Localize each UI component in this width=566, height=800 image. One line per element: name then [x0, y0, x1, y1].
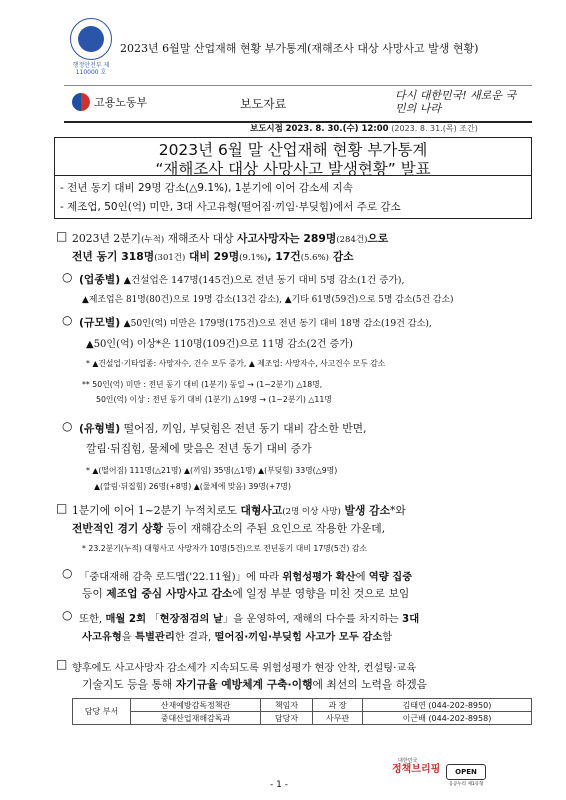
table-row — [73, 699, 532, 712]
bullet-circle: ○ — [62, 419, 73, 433]
bullet-circle: ○ — [62, 566, 73, 580]
p4-line2: 사고유형을 특별관리한 결과, 떨어짐·끼임·부딪힘 사고가 모두 감소함 — [82, 631, 393, 643]
title-cell: 과 장 — [313, 699, 363, 712]
p5-line1: 향후에도 사고사망자 감소세가 지속되도록 위험성평가 현장 안착, 컨설팅·교육 — [72, 663, 417, 674]
p2-line2: 전반적인 경기 상황 등이 재해감소의 주된 요인으로 작용한 가운데, — [72, 522, 386, 535]
note-industry: * ▲건설업·기타업종: 사망자수, 건수 모두 증가, ▲ 제조업: 사망자수, 사고건수 모두 감소 — [86, 359, 386, 368]
bullet-circle: ○ — [62, 313, 73, 327]
open-license-sub: 공공누리 제1유형 — [448, 782, 484, 787]
p5-line2: 기술지도 등을 통해 자기규율 예방체계 구축·이행에 최선의 노력을 하겠음 — [82, 678, 428, 691]
p3-line1: 「중대재해 감축 로드맵('22.11월)」에 따라 위험성평가 확산에 역량 집중 — [79, 571, 413, 583]
bullet-circle: ○ — [62, 608, 73, 622]
contact-table — [72, 698, 532, 725]
dept-cell: 산재예방감독정책관 — [131, 699, 261, 712]
bullet-square: □ — [56, 657, 68, 671]
page-number: - 1 - — [270, 780, 288, 790]
policy-briefing-logo: 정책브리핑 — [392, 764, 441, 775]
type-line2: 깔림·뒤집힘, 물체에 맞음은 전년 동기 대비 증가 — [86, 442, 312, 455]
bullet-square: □ — [56, 501, 68, 515]
person-cell: 김태연 (044-202-8950) — [363, 699, 532, 712]
title-cell: 사무관 — [313, 712, 363, 725]
role-cell: 담당자 — [261, 712, 313, 725]
industry-line2: ▲제조업은 81명(80건)으로 19명 감소(13건 감소), ▲기타 61명(59건)으로 5명 감소(5건 감소) — [82, 295, 454, 305]
note-type-1: * ▲(떨어짐) 111명(△21명) ▲(끼임) 35명(△1명) ▲(부딪힘) 33명(△9명) — [86, 466, 338, 475]
size-line2: ▲50인(억) 이상*은 110명(109건)으로 11명 감소(2건 증가) — [86, 339, 353, 350]
summary-line1: - 전년 동기 대비 29명 감소(△9.1%), 1분기에 이어 감소세 지속 — [60, 182, 353, 194]
seal-text: 행정안전부 제 110000 호 — [72, 62, 110, 76]
ministry-logo-icon — [72, 93, 90, 111]
p1-line1: 2023년 2분기(누적) 재해조사 대상 사고사망자는 289명(284건)으로 — [72, 232, 389, 245]
p3-line2: 등이 제조업 중심 사망사고 감소에 일정 부분 영향을 미친 것으로 보임 — [82, 587, 410, 600]
note-size-2: 50인(억) 이상 : 전년 동기 대비 (1분기) △19명 → (1~2분기) △11명 — [96, 395, 332, 404]
ministry-logo — [72, 93, 147, 111]
note-large-accident: * 23.2분기(누적) 대형사고 사망자가 10명(5건)으로 전년동기 대비 17명(5건) 감소 — [82, 544, 367, 553]
ministry-name: 고용노동부 — [94, 96, 148, 109]
press-release-label: 보도자료 — [240, 97, 287, 111]
industry-line1: (업종별) ▲건설업은 147명(145건)으로 전년 동기 대비 5명 감소(1건 증가), — [79, 273, 405, 286]
dept-cell: 중대산업재해감독과 — [131, 712, 261, 725]
p1-line2: 전년 동기 318명(301건) 대비 29명(9.1%), 17건(5.6%) 감소 — [72, 250, 354, 263]
document-header-title: 2023년 6월말 산업재해 현황 부가통계(재해조사 대상 사망사고 발생 현황) — [120, 42, 479, 55]
role-cell: 책임자 — [261, 699, 313, 712]
p2-line1: 1분기에 이어 1~2분기 누적치로도 대형사고(2명 이상 사망) 발생 감소*와 — [72, 504, 406, 517]
size-line1: (규모별) ▲50인(억) 미만은 179명(175건)으로 전년 동기 대비 18명 감소(19건 감소), — [79, 316, 432, 329]
main-title-line2: “재해조사 대상 사망사고 발생현황” 발표 — [155, 160, 431, 178]
bullet-square: □ — [56, 229, 68, 243]
policy-briefing-sub: 대한민국 — [398, 758, 418, 764]
main-title-line1: 2023년 6월 말 산업재해 현황 부가통계 — [158, 141, 428, 159]
type-line1: (유형별) 떨어짐, 끼임, 부딪힘은 전년 동기 대비 감소한 반면, — [79, 422, 367, 435]
note-size-1: ** 50인(억) 미만 : 전년 동기 대비 (1분기) 동일 → (1~2분기) △18명, — [82, 380, 323, 389]
government-seal-icon — [70, 18, 112, 60]
p4-line1: 또한, 매월 2회 「현장점검의 날」을 운영하여, 재해의 다수를 차지하는 3대 — [79, 613, 420, 625]
bullet-circle: ○ — [62, 270, 73, 284]
table-row — [73, 712, 532, 725]
slogan: 다시 대한민국! 새로운 국민의 나라 — [395, 89, 517, 115]
dept-label-cell: 담당 부서 — [73, 699, 131, 725]
release-time: 보도시점 2023. 8. 30.(수) 12:00 (2023. 8. 31.(목) 조간) — [250, 124, 478, 134]
person-cell: 이근배 (044-202-8958) — [363, 712, 532, 725]
open-license-logo: OPEN — [446, 764, 486, 780]
summary-line2: - 제조업, 50인(억) 미만, 3대 사고유형(떨어짐·끼임·부딪힘)에서 주로 감소 — [60, 201, 401, 213]
note-type-2: ▲(깔림·뒤집힘) 26명(+8명) ▲(물체에 맞음) 39명(+7명) — [94, 482, 291, 491]
